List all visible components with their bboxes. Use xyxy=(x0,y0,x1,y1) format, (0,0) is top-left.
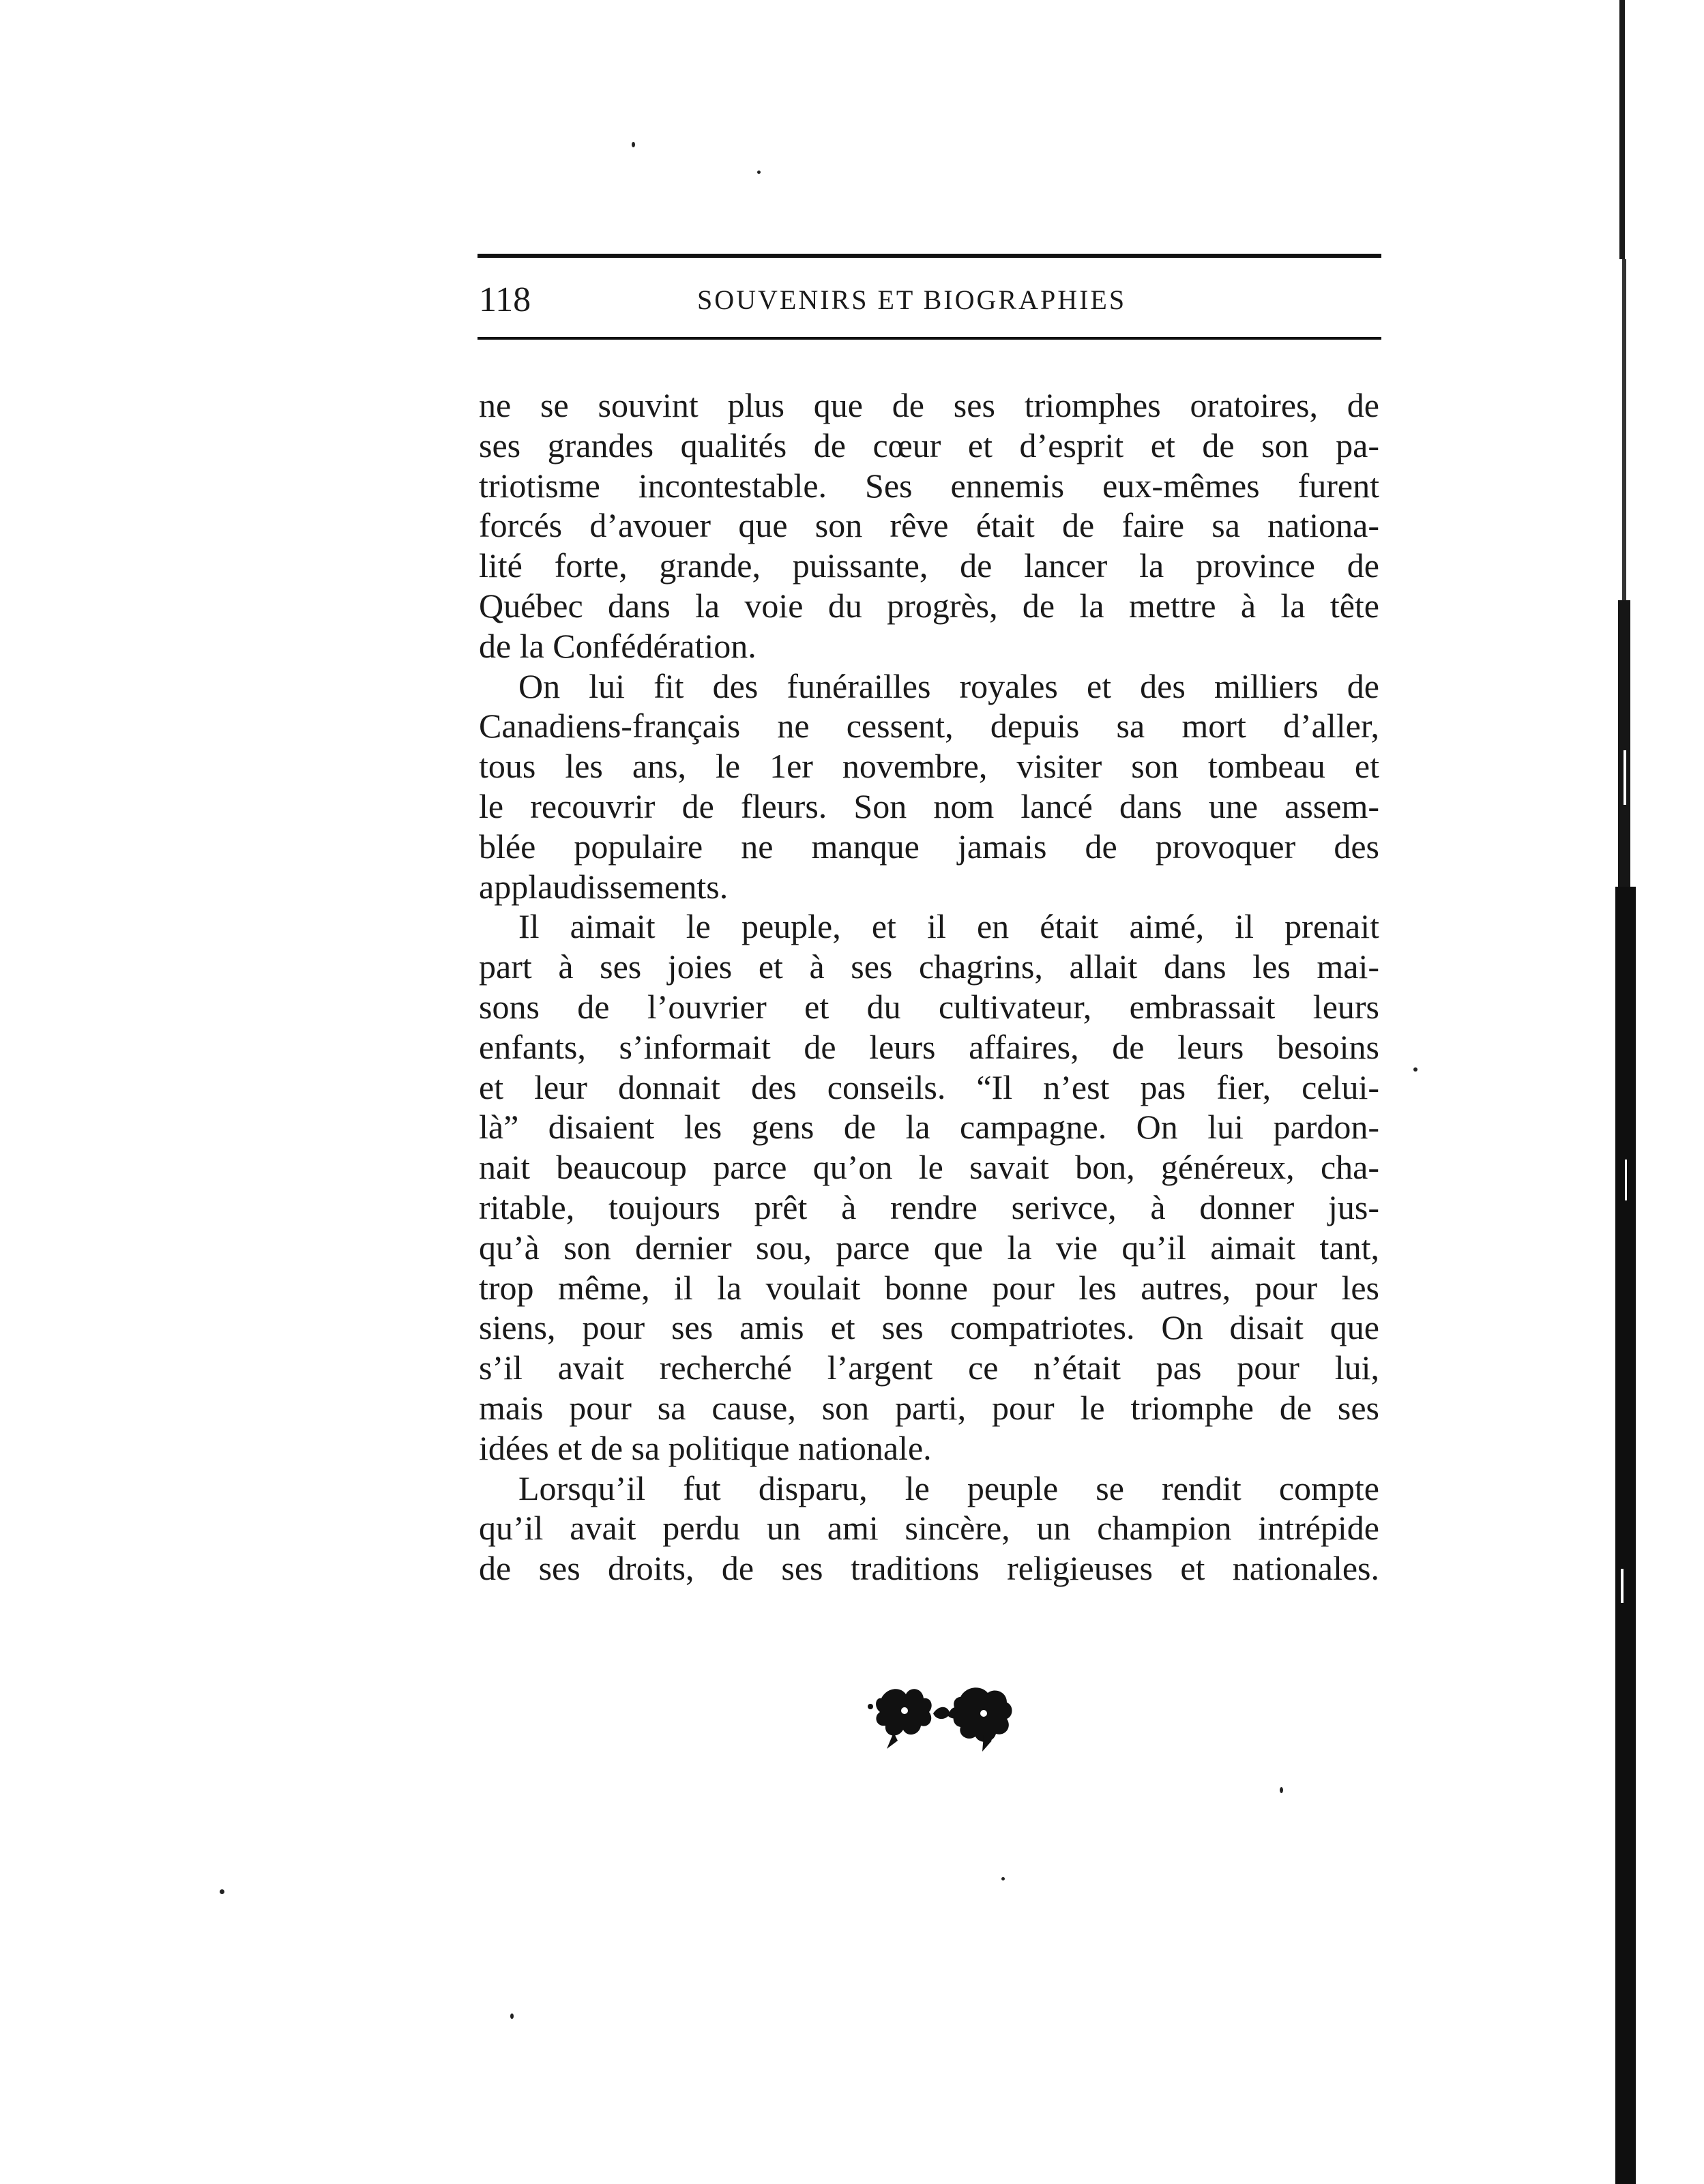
text-line: Québec dans la voie du progrès, de la mettre à la tête xyxy=(479,586,1379,625)
header-bottom-rule xyxy=(478,337,1381,340)
text-line: lité forte, grande, puissante, de lancer la province de xyxy=(479,546,1379,585)
text-line: ritable, toujours prêt à rendre serivce, à donner jus- xyxy=(479,1187,1379,1226)
scan-speck xyxy=(1001,1877,1005,1880)
paragraph xyxy=(479,385,1379,666)
text-line: blée populaire ne manque jamais de provoquer des xyxy=(479,827,1379,866)
scan-speck xyxy=(632,142,635,147)
text-line: le recouvrir de fleurs. Son nom lancé dans une assem- xyxy=(479,786,1379,825)
text-line: part à ses joies et à ses chagrins, allait dans les mai- xyxy=(479,947,1379,986)
text-line: Lorsqu’il fut disparu, le peuple se rendit compte xyxy=(518,1469,1379,1507)
text-line: mais pour sa cause, son parti, pour le triomphe de ses xyxy=(479,1388,1379,1427)
text-line: ne se souvint plus que de ses triomphes oratoires, de xyxy=(479,386,1379,424)
text-line: ses grandes qualités de cœur et d’esprit et de son pa- xyxy=(479,426,1379,464)
text-line: de ses droits, de ses traditions religieuses et nationales. xyxy=(479,1549,1379,1588)
text-line: On lui fit des funérailles royales et des milliers de xyxy=(518,666,1379,705)
text-line: s’il avait recherché l’argent ce n’était pas pour lui, xyxy=(479,1348,1379,1387)
header-top-rule xyxy=(478,254,1381,258)
text-line: enfants, s’informait de leurs affaires, de leurs besoins xyxy=(479,1027,1379,1066)
text-line: sons de l’ouvrier et du cultivateur, embrassait leurs xyxy=(479,987,1379,1026)
text-line: là” disaient les gens de la campagne. On lui pardon- xyxy=(479,1108,1379,1147)
text-line: qu’il avait perdu un ami sincère, un champion intrépide xyxy=(479,1509,1379,1548)
binding-edge-strip xyxy=(1615,0,1643,2184)
fleuron-icon xyxy=(866,1678,1016,1753)
paragraph xyxy=(479,1469,1379,1589)
paragraph xyxy=(479,666,1379,907)
text-line: idées et de sa politique nationale. xyxy=(479,1428,932,1467)
text-line: nait beaucoup parce qu’on le savait bon, généreux, cha- xyxy=(479,1148,1379,1187)
text-line: triotisme incontestable. Ses ennemis eux-mêmes furent xyxy=(479,466,1379,505)
scan-speck xyxy=(220,1889,224,1894)
page-number: 118 xyxy=(479,280,531,319)
text-line: qu’à son dernier sou, parce que la vie qu’il aimait tant, xyxy=(479,1228,1379,1267)
text-line: applaudissements. xyxy=(479,867,729,906)
body-text xyxy=(479,385,1379,1589)
text-line: de la Confédération. xyxy=(479,626,756,665)
text-line: Il aimait le peuple, et il en était aimé, il prenait xyxy=(518,907,1379,946)
text-line: Canadiens-français ne cessent, depuis sa mort d’aller, xyxy=(479,707,1379,746)
scan-speck xyxy=(510,2013,514,2019)
running-head: SOUVENIRS ET BIOGRAPHIES xyxy=(697,284,1127,315)
text-line: forcés d’avouer que son rêve était de faire sa nationa- xyxy=(479,506,1379,545)
text-line: siens, pour ses amis et ses compatriotes. On disait que xyxy=(479,1308,1379,1347)
text-line: et leur donnait des conseils. “Il n’est pas fier, celui- xyxy=(479,1067,1379,1106)
paragraph xyxy=(479,906,1379,1468)
scan-speck xyxy=(1413,1067,1417,1072)
scan-speck xyxy=(1280,1787,1283,1793)
text-line: trop même, il la voulait bonne pour les autres, pour les xyxy=(479,1268,1379,1307)
page-header xyxy=(479,276,1379,324)
text-line: tous les ans, le 1er novembre, visiter son tombeau et xyxy=(479,747,1379,786)
scan-speck xyxy=(757,171,761,174)
